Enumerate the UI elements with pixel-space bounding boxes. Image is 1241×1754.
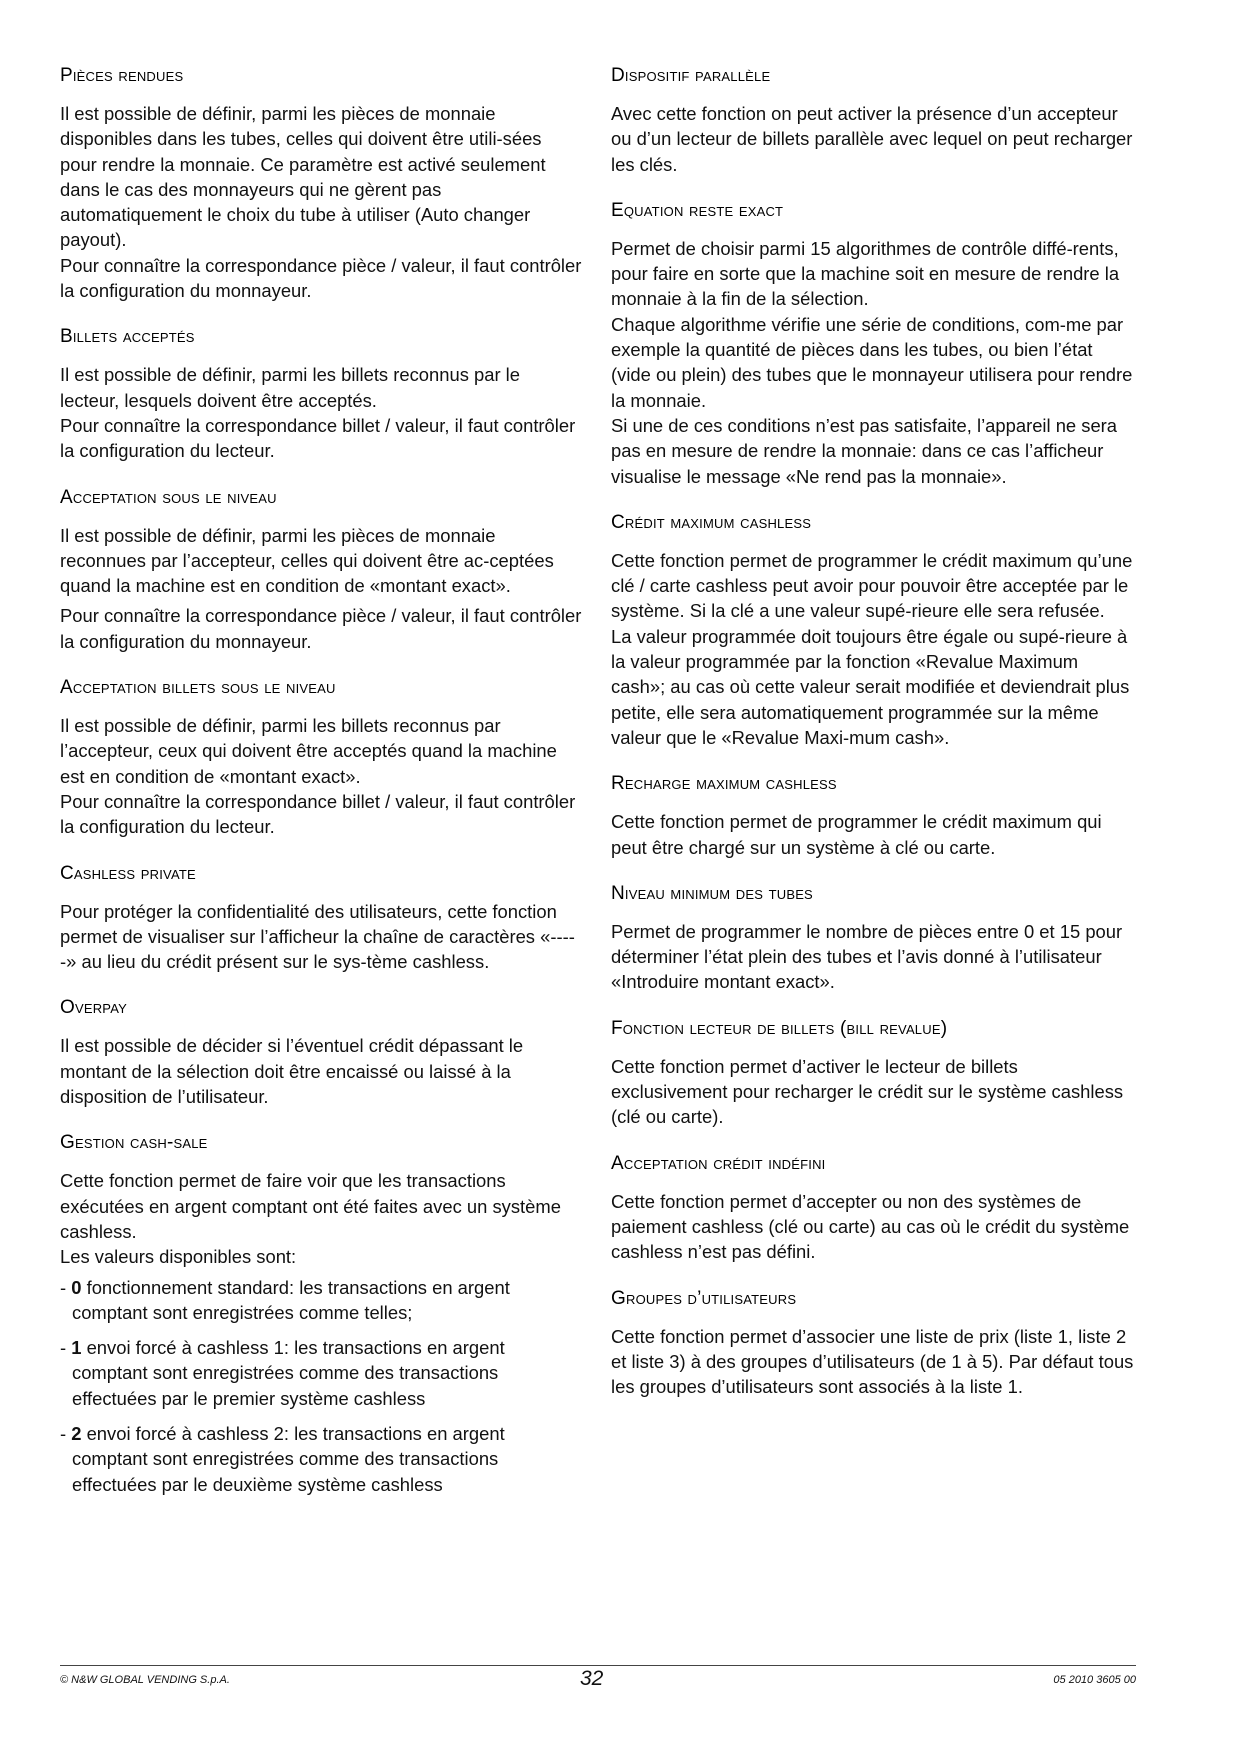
- paragraph: Il est possible de définir, parmi les billets reconnus par le lecteur, lesquels doivent être acceptés.: [60, 364, 520, 411]
- section: [611, 1017, 1136, 1130]
- right-column: [611, 64, 1136, 1421]
- list-item: - 0 fonctionnement standard: les transactions en argent comptant sont enregistrées comme telles;: [60, 1276, 510, 1323]
- paragraph: Pour connaître la correspondance billet / valeur, il faut contrôler la configuration du lecteur.: [60, 790, 576, 838]
- paragraph: Pour protéger la confidentialité des utilisateurs, cette fonction permet de visualiser sur l’afficheur la chaîne de caractères «-----» au lieu du crédit présent sur le sys-tème cashless.: [60, 900, 575, 973]
- section-heading: Pièces rendues: [60, 65, 184, 86]
- section: [611, 1152, 1136, 1265]
- value-number: 1: [71, 1337, 82, 1359]
- section: [60, 325, 582, 463]
- paragraph: Pour connaître la correspondance pièce / valeur, il faut contrôler la configuration du monnayeur.: [60, 605, 582, 652]
- paragraph: Il est possible de définir, parmi les billets reconnus par l’accepteur, ceux qui doivent être acceptés quand la machine est en condition de «montant exact».: [60, 715, 557, 787]
- paragraph: Il est possible de définir, parmi les pièces de monnaie disponibles dans les tubes, celles qui doivent être utili-sées pour rendre la monnaie. Ce paramètre est activé seulement dans le cas des monnayeurs qui ne gèrent pas automatiquement le choix du tube à utiliser (Auto changer payout).: [60, 103, 546, 251]
- section-heading: Acceptation billets sous le niveau: [60, 677, 336, 699]
- paragraph: Cette fonction permet de faire voir que les transactions exécutées en argent comptant ont été faites avec un système cashless.: [60, 1170, 561, 1242]
- paragraph: Avec cette fonction on peut activer la présence d’un accepteur ou d’un lecteur de billets parallèle avec lequel on peut recharger les clés.: [611, 103, 1133, 175]
- paragraph: Si une de ces conditions n’est pas satisfaite, l’appareil ne sera pas en mesure de rendre la monnaie: dans ce cas l’afficheur visualise le message «Ne rend pas la monnaie».: [611, 414, 1118, 487]
- section-heading: Acceptation sous le niveau: [60, 486, 277, 508]
- value-description: fonctionnement standard: les transactions en argent comptant sont enregistrées comme telles;: [72, 1276, 510, 1323]
- copyright-text: © N&W GLOBAL VENDING S.p.A.: [60, 1674, 230, 1686]
- section: [60, 1131, 582, 1497]
- section: [611, 772, 1136, 860]
- section: [60, 996, 582, 1109]
- paragraph: Cette fonction permet de programmer le crédit maximum qu’une clé / carte cashless peut avoir pour pouvoir être acceptée par le système. Si la clé a une valeur supé-rieure elle sera refusée.: [611, 549, 1133, 622]
- paragraph: Cette fonction permet de programmer le crédit maximum qui peut être chargé sur un système à clé ou carte.: [611, 811, 1102, 858]
- section-heading: Billets acceptés: [60, 326, 195, 348]
- section-heading: Recharge maximum cashless: [611, 773, 837, 795]
- list-item: - 2 envoi forcé à cashless 2: les transactions en argent comptant sont enregistrées comme des transactions effectuées par le deuxième système cashless: [60, 1422, 505, 1495]
- section: [611, 64, 1136, 177]
- section: [611, 1287, 1136, 1400]
- paragraph: Cette fonction permet d’associer une liste de prix (liste 1, liste 2 et liste 3) à des groupes d’utilisateurs (de 1 à 5). Par défaut tous les groupes d’utilisateurs sont associés à la liste 1.: [611, 1325, 1134, 1398]
- paragraph: Chaque algorithme vérifie une série de conditions, com-me par exemple la quantité de pièces dans les tubes, ou bien l’état (vide ou plein) des tubes que le monnayeur utilisera pour rendre la monnaie.: [611, 313, 1133, 411]
- section: [60, 862, 582, 975]
- section: [611, 199, 1136, 489]
- paragraph: Cette fonction permet d’activer le lecteur de billets exclusivement pour recharger le crédit sur le système cashless (clé ou carte).: [611, 1055, 1124, 1128]
- section-heading: Acceptation crédit indéfini: [611, 1152, 826, 1174]
- paragraph: Permet de programmer le nombre de pièces entre 0 et 15 pour déterminer l’état plein des tubes et l’avis donné à l’utilisateur «Introduire montant exact».: [611, 920, 1123, 993]
- value-number: 0: [71, 1276, 82, 1298]
- document-code: 05 2010 3605 00: [1053, 1674, 1136, 1686]
- paragraph: Permet de choisir parmi 15 algorithmes de contrôle diffé-rents, pour faire en sorte que la machine soit en mesure de rendre la monnaie à la fin de la sélection.: [611, 237, 1120, 310]
- section-heading: Niveau minimum des tubes: [611, 882, 813, 904]
- paragraph: Pour connaître la correspondance billet / valeur, il faut contrôler la configuration du lecteur.: [60, 414, 576, 462]
- value-description: envoi forcé à cashless 1: les transactions en argent comptant sont enregistrées comme des transactions effectuées par le premier système cashless: [72, 1337, 505, 1409]
- section-heading: Equation reste exact: [611, 199, 784, 221]
- paragraph: Il est possible de décider si l’éventuel crédit dépassant le montant de la sélection doit être encaissé ou laissé à la disposition de l’utilisateur.: [60, 1035, 524, 1108]
- section: [611, 882, 1136, 995]
- value-description: envoi forcé à cashless 2: les transactions en argent comptant sont enregistrées comme des transactions effectuées par le deuxième système cashless: [72, 1422, 505, 1495]
- section: [611, 511, 1136, 750]
- section-heading: Fonction lecteur de billets (bill revalue): [611, 1017, 948, 1039]
- section-heading: Cashless private: [60, 862, 196, 884]
- section: [60, 486, 582, 654]
- page-footer: [60, 1665, 1136, 1690]
- section-heading: Dispositif parallèle: [611, 65, 771, 86]
- value-list: [60, 1275, 582, 1497]
- paragraph: La valeur programmée doit toujours être égale ou supé-rieure à la valeur programmée par la fonction «Revalue Maximum cash»; au cas où cette valeur serait modifiée et deviendrait plus petite, elle sera automatiquement programmée sur la même valeur que le «Revalue Maxi-mum cash».: [611, 625, 1130, 748]
- page-number: 32: [580, 1667, 604, 1690]
- paragraph: Cette fonction permet d’accepter ou non des systèmes de paiement cashless (clé ou carte) au cas où le crédit du système cashless n’est pas défini.: [611, 1190, 1130, 1263]
- paragraph: Les valeurs disponibles sont:: [60, 1246, 297, 1268]
- section-heading: Groupes d’utilisateurs: [611, 1287, 797, 1309]
- section-heading: Overpay: [60, 997, 127, 1019]
- list-item: - 1 envoi forcé à cashless 1: les transactions en argent comptant sont enregistrées comme des transactions effectuées par le premier système cashless: [60, 1337, 505, 1409]
- paragraph: Il est possible de définir, parmi les pièces de monnaie reconnues par l’accepteur, celles qui doivent être ac-ceptées quand la machine est en condition de «montant exact».: [60, 524, 554, 597]
- section: [60, 64, 582, 303]
- left-column: [60, 64, 582, 1519]
- section-heading: Gestion cash-sale: [60, 1132, 208, 1154]
- section-heading: Crédit maximum cashless: [611, 511, 812, 533]
- section: [60, 676, 582, 839]
- value-number: 2: [71, 1422, 82, 1444]
- paragraph: Pour connaître la correspondance pièce / valeur, il faut contrôler la configuration du monnayeur.: [60, 254, 582, 302]
